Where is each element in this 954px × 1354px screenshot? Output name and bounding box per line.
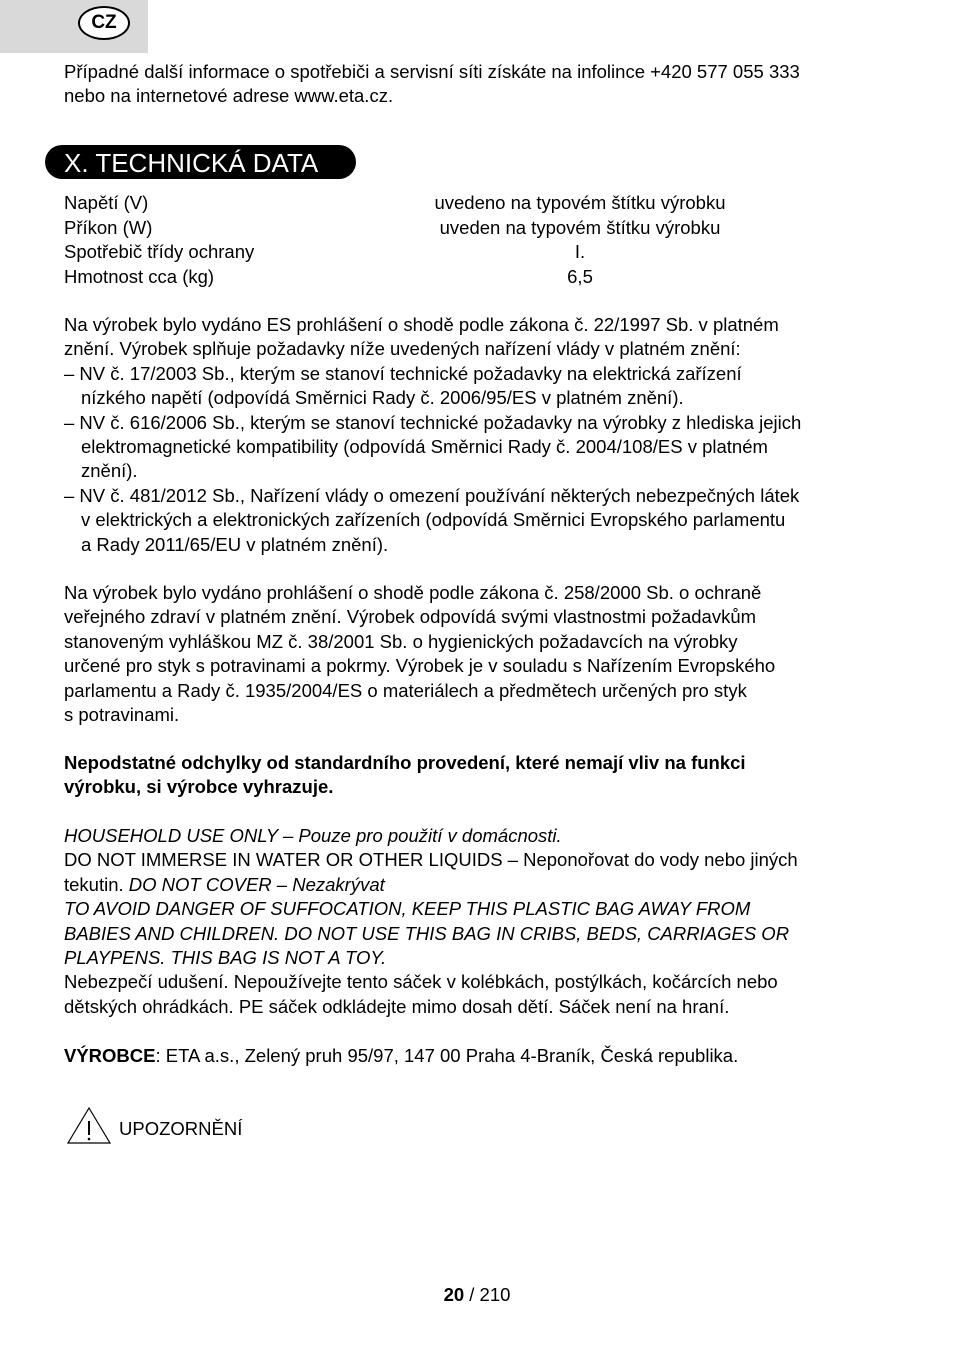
intro-line: nebo na internetové adrese www.eta.cz. [64, 85, 394, 107]
notice-block [64, 751, 894, 800]
notice-line: výrobku, si výrobce vyhrazuje. [64, 776, 334, 798]
language-badge: CZ [78, 6, 130, 40]
spec-value: I. [574, 241, 586, 262]
regulation-line: – NV č. 481/2012 Sb., Nařízení vlády o omezení používání některých nebezpečných látek [64, 484, 800, 506]
notice-line: Nepodstatné odchylky od standardního provedení, které nemají vliv na funkci [64, 752, 746, 773]
intro-line: Případné další informace o spotřebiči a servisní síti získáte na infolince +420 577 055 333 [64, 61, 800, 82]
regulation-line: – NV č. 616/2006 Sb., kterým se stanoví technické požadavky na výrobky z hlediska jejich [64, 411, 802, 433]
declaration-line: Na výrobek bylo vydáno ES prohlášení o shodě podle zákona č. 22/1997 Sb. v platném [64, 314, 779, 335]
regulation-line: elektromagnetické kompatibility (odpovídá Směrnici Rady č. 2004/108/ES v platném [81, 436, 768, 458]
spec-label: Příkon (W) [64, 217, 153, 238]
tekutin-text: tekutin. [64, 873, 129, 895]
usage-block [64, 824, 894, 1019]
manufacturer-text: : ETA a.s., Zelený pruh 95/97, 147 00 Praha 4-Braník, Česká republika. [155, 1045, 739, 1066]
regulation-line: v elektrických a elektronických zařízeních (odpovídá Směrnici Evropského parlamentu [81, 509, 786, 531]
page-footer [0, 1283, 954, 1307]
spec-row [64, 240, 824, 264]
cover-text: DO NOT COVER – Nezakrývat [128, 873, 385, 895]
spec-row [64, 191, 824, 215]
manufacturer-label: VÝROBCE [64, 1045, 156, 1066]
suffocation-line: TO AVOID DANGER OF SUFFOCATION, KEEP THIS PLASTIC BAG AWAY FROM [64, 898, 751, 920]
manufacturer-block [64, 1044, 894, 1068]
intro-text [64, 60, 894, 109]
health-line: parlamentu a Rady č. 1935/2004/ES o materiálech a předmětech určených pro styk [64, 679, 747, 701]
spec-label: Hmotnost cca (kg) [64, 266, 215, 287]
health-line: veřejného zdraví v platném znění. Výrobek odpovídá svými vlastnostmi požadavkům [64, 606, 757, 628]
suffocation-line: PLAYPENS. THIS BAG IS NOT A TOY. [64, 947, 387, 969]
regulation-line: a Rady 2011/65/EU v platném znění). [81, 533, 389, 555]
regulation-line: znění). [81, 460, 138, 482]
spec-label: Spotřebič třídy ochrany [64, 241, 255, 262]
suffocation-czech-line: dětských ohrádkách. PE sáček odkládejte mimo dosah dětí. Sáček není na hraní. [64, 995, 730, 1017]
health-block [64, 581, 894, 727]
section-title: X. TECHNICKÁ DATA [45, 145, 356, 179]
declaration-block [64, 313, 894, 557]
suffocation-line: BABIES AND CHILDREN. DO NOT USE THIS BAG IN CRIBS, BEDS, CARRIAGES OR [64, 922, 790, 944]
regulation-item [64, 362, 894, 411]
page-total: / 210 [464, 1284, 511, 1305]
health-line: Na výrobek bylo vydáno prohlášení o shodě podle zákona č. 258/2000 Sb. o ochraně [64, 582, 762, 603]
spec-value: 6,5 [567, 266, 593, 287]
regulation-item [64, 411, 894, 484]
spec-label: Napětí (V) [64, 192, 149, 213]
household-line: HOUSEHOLD USE ONLY – Pouze pro použití v domácnosti. [64, 825, 562, 846]
manufacturer-line [64, 1044, 894, 1068]
spec-row [64, 265, 824, 289]
warning-triangle-icon [66, 1105, 112, 1145]
health-line: stanoveným vyhláškou MZ č. 38/2001 Sb. o hygienických požadavcích na výrobky [64, 630, 738, 652]
health-line: určené pro styk s potravinami a pokrmy. Výrobek je v souladu s Nařízením Evropského [64, 655, 776, 677]
declaration-line: znění. Výrobek splňuje požadavky níže uvedených nařízení vlády v platném znění: [64, 338, 741, 360]
regulation-item [64, 484, 894, 557]
spec-value: uvedeno na typovém štítku výrobku [434, 192, 726, 213]
regulation-line: nízkého napětí (odpovídá Směrnici Rady č. 2006/95/ES v platném znění). [81, 387, 684, 409]
suffocation-czech-line: Nebezpečí udušení. Nepoužívejte tento sáček v kolébkách, postýlkách, kočárcích nebo [64, 971, 778, 993]
immerse-line: DO NOT IMMERSE IN WATER OR OTHER LIQUIDS – Neponořovat do vody nebo jiných [64, 849, 798, 871]
spec-row [64, 216, 824, 240]
warning-label: UPOZORNĚNÍ [119, 1118, 243, 1139]
page-number: 20 [443, 1284, 465, 1305]
regulation-line: – NV č. 17/2003 Sb., kterým se stanoví technické požadavky na elektrická zařízení [64, 362, 742, 384]
health-line: s potravinami. [64, 704, 180, 726]
spec-value: uveden na typovém štítku výrobku [439, 217, 721, 238]
warning-block [66, 1105, 366, 1145]
language-tab [0, 0, 148, 53]
cover-line [64, 873, 894, 897]
